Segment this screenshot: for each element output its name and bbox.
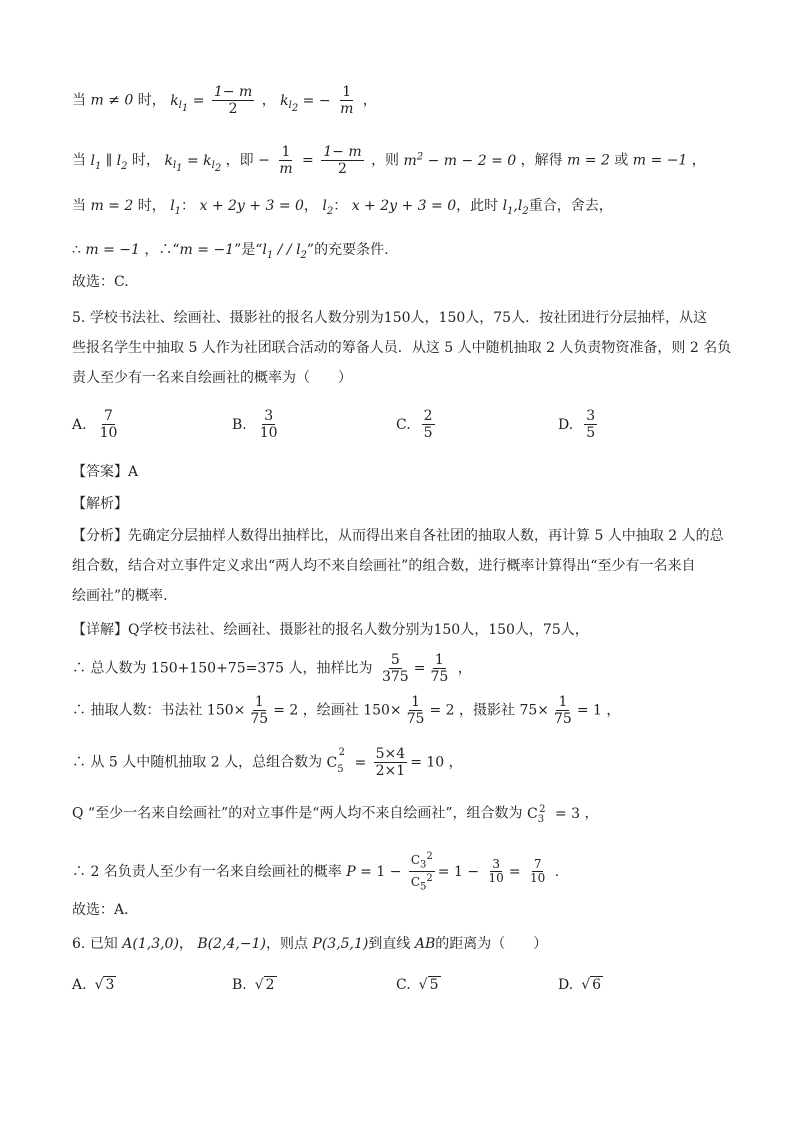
q6-option-a[interactable]: A. √ 3 <box>72 976 115 993</box>
line-2: 当 $l_1$ ∥ $l_2$ 时， $k_{l_1} = k_{l_2}$ ，即 − $\frac{1}{m}$ = $\frac{1- m}{2}$ ，则 $m^2 - m - 2 = 0$ ，解得 m = 2 或 m = −1 ， <box>72 144 706 177</box>
line-4: ∴ m = −1 ，∴“m = −1”是“$l_1$ / / $l_2$”的充要条件. <box>72 242 389 261</box>
q6-option-b[interactable]: B. √ 2 <box>232 976 275 993</box>
q5-option-b[interactable]: B. $\frac{3}{10}$ <box>232 408 278 441</box>
math-k: $k_{l_1}$ = <box>170 92 205 115</box>
conclusion: 故选：A． <box>72 902 139 918</box>
q5-stem-1: 5. 学校书法社、绘画社、摄影社的报名人数分别为150人，150人，75人．按社团进行分层抽样，从这 <box>72 310 708 326</box>
detail-line-4: ∴ 从 5 人中随机抽取 2 人，总组合数为 $C_5^2$ = $\frac{5\times 4}{2\times 1}$ = 10 ， <box>72 746 463 779</box>
fraction: $\frac{1}{m}$ <box>279 144 293 177</box>
line-5: 故选：C. <box>72 274 129 290</box>
math-parallel: $l_1$ ∥ $l_2$ <box>90 152 128 172</box>
q6-option-c[interactable]: C. √ 5 <box>396 976 439 993</box>
fenxi-line-1: 【分析】先确定分层抽样人数得出抽样比，从而得出来自各社团的抽取人数，再计算 5 人中抽取 2 人的总 <box>72 528 724 544</box>
answer-tag: 【答案】A <box>72 464 139 480</box>
detail-line-1: 【详解】Q学校书法社、绘画社、摄影社的报名人数分别为150人，150人，75人， <box>72 622 589 638</box>
fenxi-line-2: 组合数，结合对立事件定义求出“两人均不来自绘画社”的组合数，进行概率计算得出“至少有一名来自 <box>72 558 696 574</box>
detail-line-6: ∴ 2 名负责人至少有一名来自绘画社的概率 P = 1 − $\frac{C_3^2}{C_5^2}$ = 1 − $\frac{3}{10}$ = $\frac{7}{10}$ . <box>72 851 560 893</box>
q5-option-d[interactable]: D. $\frac{3}{5}$ <box>558 408 596 441</box>
q6-stem: 6. 已知 A(1,3,0)， B(2,4,−1)，则点 P(3,5,1)到直线 AB的距离为（ ） <box>72 936 548 952</box>
fraction: $\frac{1- m}{2}$ <box>323 144 362 177</box>
line-1: 当 m ≠ 0 时， $k_{l_1}$ = $\frac{1- m}{2}$ ， $k_{l_2}$ = − $\frac{1}{m}$ ， <box>72 84 377 117</box>
fraction: $\frac{1}{m}$ <box>340 84 354 117</box>
math-k-eq: $k_{l_1} = k_{l_2}$ <box>164 152 222 175</box>
q5-stem-3: 责人至少有一名来自绘画社的概率为（ ） <box>72 370 352 386</box>
detail-line-2: ∴ 总人数为 150+150+75=375 人，抽样比为 $\frac{5}{375}$ = $\frac{1}{75}$ ， <box>72 652 472 685</box>
q5-option-c[interactable]: C. $\frac{2}{5}$ <box>396 408 433 441</box>
math-m-ne-0: m ≠ 0 <box>90 92 134 109</box>
line-3: 当 m = 2 时， $l_1$： x + 2y + 3 = 0， $l_2$： x + 2y + 3 = 0，此时 $l_1,l_2$重合，舍去， <box>72 198 613 217</box>
math-quadratic: $m^2 - m - 2 = 0$ <box>403 150 517 169</box>
detail-line-5: Q “至少一名来自绘画社”的对立事件是“两人均不来自绘画社”，组合数为 $C_3^2 = 3$ ， <box>72 804 599 825</box>
q6-option-d[interactable]: D. √ 6 <box>558 976 602 993</box>
analysis-tag: 【解析】 <box>72 496 128 512</box>
fenxi-line-3: 绘画社”的概率. <box>72 588 168 604</box>
fraction: $\frac{1- m}{2}$ <box>213 84 253 117</box>
q5-stem-2: 些报名学生中抽取 5 人作为社团联合活动的筹备人员．从这 5 人中随机抽取 2 人负责物资准备，则 2 名负 <box>72 340 732 356</box>
detail-line-3: ∴ 抽取人数：书法社 150× $\frac{1}{75}$ = 2 ，绘画社 150× $\frac{1}{75}$ = 2 ，摄影社 75× $\frac{1}{75}$ = 1 ， <box>72 694 621 727</box>
q5-option-a[interactable]: A. $\frac{7}{10}$ <box>72 408 118 441</box>
math-k2: $k_{l_2}$ = − <box>280 92 331 115</box>
